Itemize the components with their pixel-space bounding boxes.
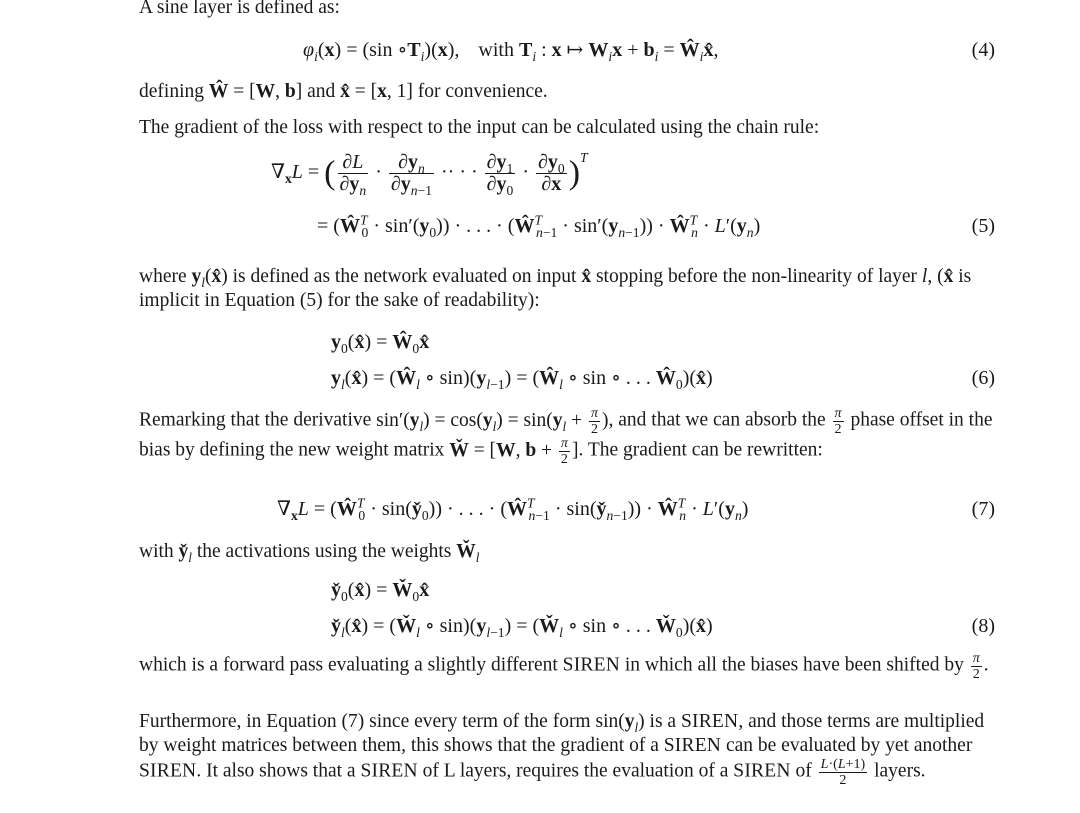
gradient-text: The gradient of the loss with respect to the input can be calculated using the chain rule:: [139, 117, 820, 138]
equation-5-line-1: $\nabla_xL$ = ( $\frac{\partial L}{\partial y_n}$ · $\frac{\partial y_n}{\partial y_{n-1}}$ ·· · · $\frac{\partial y_1}{\partial y_0}$ · $\frac{\partial y_0}{\partial x}$ )$^T$: [271, 150, 588, 198]
furthermore-text: Furthermore, in Equation (7) since every term of the form $\sin(y_l)$ is a SIREN, and those terms are multiplied by weight matrices between them, this shows that the gradient of a SIREN can be evaluated by yet another SIREN. It also shows that a SIREN of L layers, requires the evaluation of a SIREN of $\frac{L\cdot(L+1)}{2}$ layers.: [139, 711, 985, 788]
defining-text: defining Ŵ = [W, b] and x̂ = [x, 1] for convenience.: [139, 81, 548, 102]
equation-6-line-2: $y_l(x̂)$ = ($Ŵ_l$ ∘ $\sin)(y_{l-1})$ = ($Ŵ_l$ ∘ sin ∘ . . . $Ŵ_0)(x̂)$: [331, 367, 713, 392]
equation-5-number: (5): [971, 215, 995, 237]
equation-7: $\nabla_xL$ = ($Ŵ^T_0$ · $\sin(y̌_0)$) · . . . · ($Ŵ^T_{n-1}$ · $\sin(y̌_{n-1})$) · $Ŵ^T_n \cdot L'(y_n)$: [277, 495, 749, 523]
which-text: which is a forward pass evaluating a slightly different SIREN in which all the biases have been shifted by $\frac{\pi}{2}$ .: [139, 650, 989, 682]
equation-7-number: (7): [971, 498, 995, 520]
equation-4-rhs: $T_i$ : x ↦ $W_ix + b_i$ = $Ŵ_ix̂$,: [518, 39, 719, 64]
equation-4-number: (4): [971, 39, 995, 61]
equation-8-number: (8): [971, 615, 995, 637]
equation-4-with: with: [478, 39, 514, 61]
equation-4-lhs: $\varphi_i(x) = (\sin$ $\circ T_i)(x)$,: [303, 39, 460, 64]
equation-5-line-2: = $(Ŵ^T_0 \cdot \sin'(y_0))$ · . . . · $(Ŵ^T_{n-1} \cdot \sin'(y_{n-1}))$ · $Ŵ^T_n \cdot L'(y_n)$: [317, 212, 761, 240]
equation-8-line-1: $y̌_0(x̂)$ = $W̌_0x̂$: [331, 579, 430, 604]
with-text: with $y̌_l$ the activations using the weights $W̌_l$: [139, 541, 480, 565]
where-text: where $y_l(x̂)$ is defined as the network evaluated on input x̂ stopping before the non-linearity of layer l, (x̂ is implicit in Equation (5) for the sake of readability):: [139, 266, 972, 311]
equation-6-line-1: $y_0(x̂)$ = $Ŵ_0x̂$: [331, 331, 430, 356]
equation-6-number: (6): [971, 367, 995, 389]
intro-text: A sine layer is defined as:: [139, 0, 340, 18]
remark-text: Remarking that the derivative $\sin'(y_l) = \cos(y_l) = \sin(y_l$ + $\frac{\pi}{2}$ ), and that we can absorb the $\frac{\pi}{2}$ phase offset in the bias by defining the new weight matrix W̌ = [W, b + $\frac{\pi}{2}$ ]. The gradient can be rewritten:: [139, 405, 993, 468]
equation-4: [303, 38, 718, 62]
equation-8-line-2: $y̌_l(x̂)$ = ($W̌_l$ ∘ $\sin)(y_{l-1})$ = ($W̌_l$ ∘ sin ∘ . . . $W̌_0)(x̂)$: [331, 615, 713, 640]
